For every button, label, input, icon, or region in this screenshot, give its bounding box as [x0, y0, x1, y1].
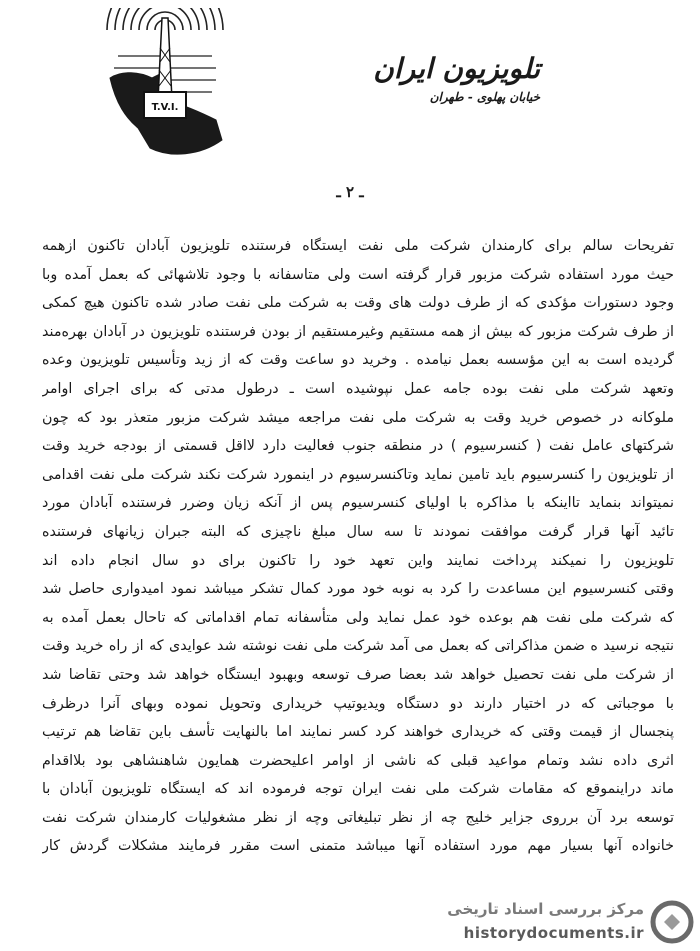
body-line: اثری داده نشد وتمام مواعید قبلی که ناشی از اوامر اعلیحضرت همایون شاهنشاهی بود بلااقدام [42, 752, 674, 769]
body-line: با موجباتی که در اختیار دارند دو دستگاه ویدیوتیپ خریداری وتحویل نموده وبهای آنرا درظرف [42, 695, 674, 712]
body-line: توسعه برد آن برروی جزایر خلیج چه از نظر تبلیغاتی وچه از نظر مشغولیات کارمندان شرکت نفت [42, 809, 674, 826]
body-line: گردیده است به این مؤسسه بعمل نیامده . وخرید دو ساعت وقت که از زید وتأسیس تلویزیون وعده [42, 352, 674, 369]
body-line: نمیتواند بنماید تااینکه با مذاکره با اولیای کنسرسیوم پس از آنکه زیان وضرر فرستنده آبادان مورد [42, 495, 674, 512]
page-number: ـ ۲ ـ [336, 183, 364, 201]
body-line: تلویزیون را نمیکند پرداخت نمایند واین تعهد خود را تاکنون برای دو سال انجام داده اند [42, 552, 674, 569]
body-text [42, 232, 674, 861]
watermark-site: historydocuments.ir [463, 924, 644, 942]
brand-address: خیابان پهلوی - طهران [429, 90, 540, 104]
body-line: خانواده آنها بسیار مهم مورد استفاده آنها میباشد متمنی است مقرر فرمایند مشکلات گردش کار [42, 838, 674, 855]
brand-name: تلویزیون ایران [373, 52, 540, 85]
body-line: تفریحات سالم برای کارمندان شرکت ملی نفت ایستگاه فرستنده تلویزیون آبادان تاکنون ازهمه [42, 238, 674, 254]
body-line: پنجسال از قیمت وقتی که خریداری خواهند کرد کسر نمایند اما بالنهایت تأسف باین تقاضا هم ترتیب [42, 724, 674, 741]
body-line: وجود دستورات مؤکدی که از طرف دولت های وقت به شرکت ملی نفت صادر شده تاکنون هیچ کمکی [42, 295, 674, 312]
body-line: از شرکت ملی نفت تحصیل خواهد شد بعضا صرف توسعه وبهبود ایستگاه خواهد شد وحتی تقاضا شد [42, 666, 674, 683]
body-line: که شرکت ملی نفت هم بوعده خود عمل نماید ولی متأسفانه تمام اقداماتی که تاحال بعمل آمده به [42, 609, 674, 626]
body-line: وقتی کنسرسیوم این مساعدت را کرد به نوبه خود مورد کمال تشکر میباشد نمود امیدواری حاصل شد [42, 581, 674, 598]
body-line: نتیجه نرسید ه ضمن مذاکراتی که بعمل می آمد شرکت ملی نفت نوشته شد عوایدی که از راه خرید وقت [42, 638, 674, 655]
letterhead [373, 52, 540, 104]
body-line: از طرف شرکت مزبور که بیش از همه مستقیم وغیرمستقیم از بودن فرستنده تلویزیون در آبادان بهره‌مند [42, 323, 674, 340]
body-line: وتعهد شرکت ملی نفت بوده جامه عمل نپوشیده است ـ درطول مدتی که برای اجرای اوامر [42, 380, 674, 397]
body-line: ماند دراینموقع که مقامات شرکت ملی نفت ایران توجه فرموده اند که ایستگاه تلویزیون آبادان با [42, 781, 674, 798]
archive-logo-icon [650, 900, 694, 944]
body-line: حیث مورد استفاده شرکت مزبور قرار گرفته است ولی متاسفانه با وجود تلاشهائی که بعمل آمده وبا [42, 266, 674, 283]
tv-tower-map-logo [100, 8, 230, 163]
body-line: ملوکانه در خصوص خرید وقت به شرکت ملی نفت مراجعه میشد شرکت مزبور متعذر بود که چون [42, 409, 674, 426]
body-line: از تلویزیون را کنسرسیوم باید تامین نماید وتاکنسرسیوم در اینمورد شرکت نکند شرکت ملی نفت اقدامی [42, 466, 674, 483]
watermark-title: مرکز بررسی اسناد تاریخی [447, 900, 644, 918]
body-line: تائید آنها قرار گرفت موافقت نمودند تا سه سال مبلغ ناچیزی که البته جبران زیانهای فرستنده [42, 523, 674, 540]
body-line: شرکتهای عامل نفت ( کنسرسیوم ) در منطقه جنوب فعالیت دارد لااقل قسمتی از بودجه خرید وقت [42, 438, 674, 455]
logo-label: T.V.I. [151, 102, 179, 113]
watermark [400, 896, 700, 951]
